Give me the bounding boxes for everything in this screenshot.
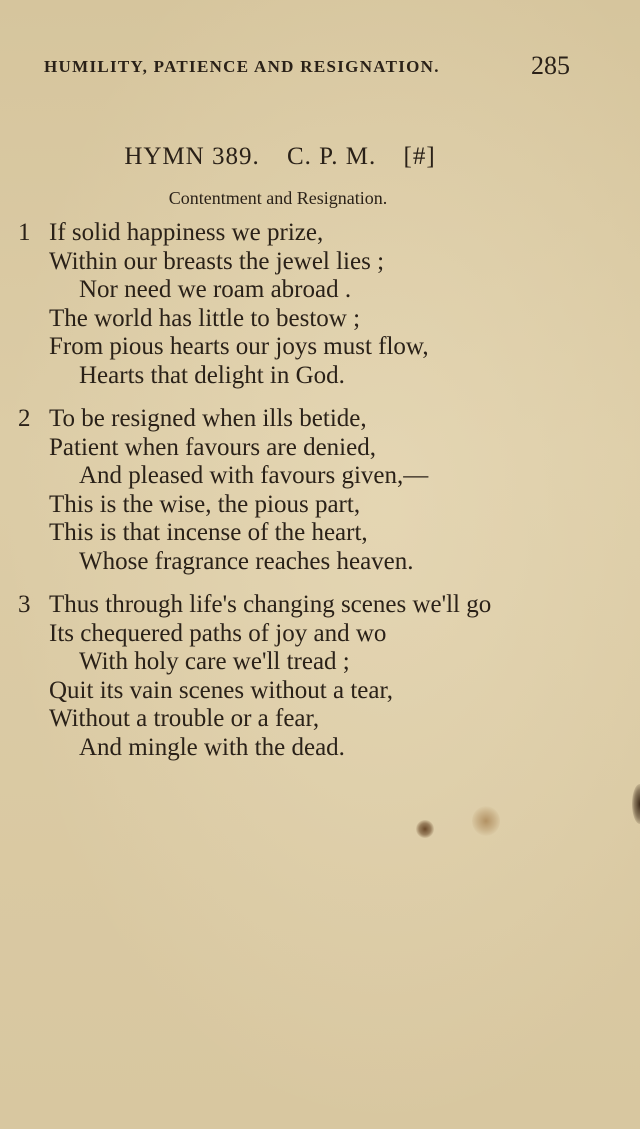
verse-line: With holy care we'll tread ; xyxy=(79,648,350,675)
verse-line: Whose fragrance reaches heaven. xyxy=(79,547,414,575)
hymn-heading xyxy=(0,143,560,171)
verse-line: Without a trouble or a fear, xyxy=(49,705,320,732)
verse-line: This is the wise, the pious part, xyxy=(49,490,361,518)
running-head xyxy=(44,51,570,83)
verse-line: Hearts that delight in God. xyxy=(79,361,345,389)
verse-line: Within our breasts the jewel lies ; xyxy=(49,247,385,275)
verse-line: To be resigned when ills betide, xyxy=(49,405,367,432)
page-number: 285 xyxy=(531,51,570,80)
verse-line: From pious hearts our joys must flow, xyxy=(49,333,429,360)
running-title: HUMILITY, PATIENCE AND RESIGNATION. xyxy=(44,57,440,76)
verse-line: And pleased with favours given,— xyxy=(79,462,429,489)
ink-stain xyxy=(416,820,434,838)
stanza-number: 2 xyxy=(18,405,31,432)
edge-stain xyxy=(632,784,640,824)
verse-line: Its chequered paths of joy and wo xyxy=(49,619,387,647)
stanza-number: 3 xyxy=(18,591,31,618)
verse-line: The world has little to bestow ; xyxy=(49,304,361,332)
verse-line: Thus through life's changing scenes we'll go xyxy=(49,591,492,618)
verse-line: Nor need we roam abroad . xyxy=(79,276,352,303)
hymn-meter: C. P. M. xyxy=(286,143,377,170)
foxing-stain xyxy=(472,806,500,836)
verse-line: This is that incense of the heart, xyxy=(49,519,368,546)
verse-line: And mingle with the dead. xyxy=(79,733,345,761)
hymn-number: HYMN 389. xyxy=(124,143,260,170)
hymn-subtitle: Contentment and Resignation. xyxy=(168,188,388,208)
verse-line: If solid happiness we prize, xyxy=(49,219,324,246)
verse-line: Quit its vain scenes without a tear, xyxy=(49,676,394,704)
tune-mark: [#] xyxy=(403,143,436,170)
verse-line: Patient when favours are denied, xyxy=(49,433,376,461)
stanza-number: 1 xyxy=(18,219,31,246)
